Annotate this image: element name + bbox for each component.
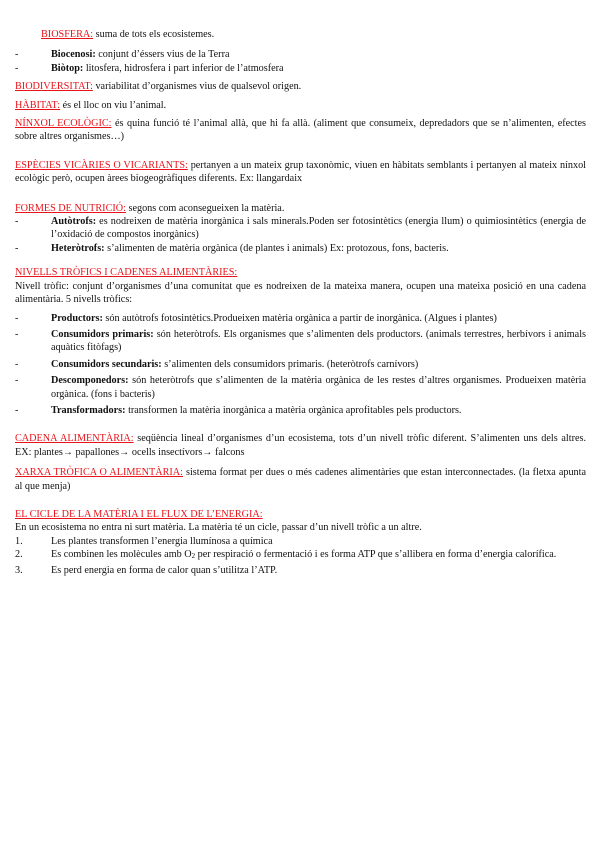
nivells-intro: Nivell tròfic: conjunt d’organismes d’una comunitat que es nodreixen de la mateixa manera, ocupen una mateixa posició en una cadena alimentària. 5 nivells tròfics:: [15, 280, 586, 306]
cicle-step-1: [15, 535, 586, 548]
biosfera-text: suma de tots els ecosistemes.: [93, 29, 215, 40]
list-marker: -: [15, 312, 19, 324]
transformadors-text: transformen la matèria inorgànica a matèria orgànica aprofitables pels productors.: [125, 404, 462, 416]
consumidors-primaris-term: Consumidors primaris:: [51, 328, 154, 340]
ninxol-text: és quina funció té l’animal allà, que hi fa allà. (aliment que consumeix, depredadors que se n’alimenten, efectes sobre altres organismes…): [15, 118, 586, 143]
heterotrofs-item: [15, 242, 586, 255]
list-marker: -: [15, 404, 19, 416]
cadena-text: seqüència lineal d’organismes d’un ecosistema, tots d’un nivell tròfic diferent. S’alimenten uns dels altres. EX: plantes→ papallones→ ocells insectívors→ falcons: [15, 433, 587, 458]
habitat-term: HÀBITAT:: [15, 99, 61, 111]
transformadors-item: [15, 404, 586, 417]
biocenosi-term: Biocenosi:: [51, 49, 96, 61]
xarxa-term: XARXA TRÒFICA O ALIMENTÀRIA:: [15, 467, 183, 479]
biosfera-term: BIOSFERA:: [41, 29, 94, 40]
consumidors-primaris-text: són heteròtrofs. Els organismes que s’alimenten dels productors. (animals terrestres, herbívors i animals aquàtics fitòfags): [51, 328, 586, 354]
especies-definition: [15, 159, 586, 186]
descomponedors-text: són heteròtrofs que s’alimenten de la matèria orgànica de les restes d’altres organismes. Produeixen matèria orgànica. (fons i bacteris): [51, 375, 586, 400]
consumidors-secundaris-item: [15, 358, 586, 371]
habitat-definition: [15, 99, 586, 112]
habitat-text: és el lloc on viu l’animal.: [60, 99, 167, 111]
biocenosi-item: [15, 48, 586, 61]
productors-text: són autòtrofs fotosintètics.Produeixen matèria orgànica a partir de inorgànica. (Algues i plantes): [102, 312, 497, 324]
step-text: Les plantes transformen l’energia llumínosa a química: [51, 535, 273, 547]
xarxa-definition: [15, 466, 586, 493]
biodiversitat-term: BIODIVERSITAT:: [15, 81, 93, 93]
biotop-item: [15, 62, 586, 75]
especies-term: ESPÈCIES VICÀRIES O VICARIANTS:: [15, 159, 188, 171]
autotrofs-term: Autòtrofs:: [51, 216, 97, 228]
list-marker: -: [15, 358, 19, 370]
formes-text: segons com aconsegueixen la matèria.: [125, 202, 285, 214]
consumidors-secundaris-text: s’alimenten dels consumidors primaris. (heteròtrofs carnívors): [161, 358, 419, 370]
step-text-continued: per respiració o fermentació i es forma ATP que s’allibera en forma d’energia calorífica.: [195, 549, 557, 561]
nivells-term: NIVELLS TRÒFICS I CADENES ALIMENTÀRIES:: [15, 267, 238, 279]
step-number: 2.: [15, 549, 23, 561]
list-marker: -: [15, 62, 19, 74]
especies-text: pertanyen a un mateix grup taxonòmic, viuen en hàbitats semblants i pertanyen al mateix nínxol ecològic però, ocupen àrees biogeogràfiques diferents. Ex: llangardaix: [15, 159, 587, 185]
oxygen-subscript: 2: [191, 552, 196, 561]
descomponedors-item: [15, 374, 586, 401]
cadena-definition: [15, 432, 586, 459]
transformadors-term: Transformadors:: [51, 404, 126, 416]
list-marker: -: [15, 216, 19, 228]
autotrofs-text: es nodreixen de matèria inorgànica i sals minerals.Poden ser fotosintètics (energia llum) o quimiosintètics (energia de l’oxidació de compostos inorgànics): [51, 216, 586, 241]
heterotrofs-text: s’alimenten de matèria orgànica (de plantes i animals) Ex: protozous, fons, bacteris.: [104, 242, 449, 254]
productors-term: Productors:: [51, 312, 103, 324]
formes-heading: [15, 202, 586, 215]
step-number: 3.: [15, 564, 23, 576]
consumidors-primaris-item: [15, 328, 586, 355]
descomponedors-term: Descomponedors:: [51, 375, 129, 387]
list-marker: -: [15, 375, 19, 387]
productors-item: [15, 312, 586, 325]
cicle-step-3: [15, 564, 586, 577]
biotop-term: Biòtop:: [51, 62, 84, 74]
formes-term: FORMES DE NUTRICIÓ:: [15, 202, 126, 214]
autotrofs-item: [15, 215, 586, 242]
step-text: Es combinen les molècules amb O: [51, 549, 192, 561]
list-marker: -: [15, 328, 19, 340]
biosfera-definition: [15, 28, 586, 41]
consumidors-secundaris-term: Consumidors secundaris:: [51, 358, 162, 370]
ninxol-term: NÍNXOL ECOLÒGIC:: [15, 118, 112, 130]
nivells-heading: [15, 266, 586, 279]
ninxol-definition: [15, 117, 586, 144]
step-number: 1.: [15, 535, 23, 547]
biodiversitat-text: variabilitat d’organismes vius de qualsevol origen.: [92, 81, 302, 93]
cadena-term: CADENA ALIMENTÀRIA:: [15, 433, 134, 445]
cicle-heading: [15, 508, 586, 521]
cicle-term: EL CICLE DE LA MATÈRIA I EL FLUX DE L’ENERGIA:: [15, 508, 263, 520]
list-marker: -: [15, 49, 19, 61]
biodiversitat-definition: [15, 80, 586, 93]
biocenosi-text: conjunt d’éssers vius de la Terra: [95, 49, 230, 61]
document-body: [15, 28, 586, 577]
heterotrofs-term: Heteròtrofs:: [51, 242, 105, 254]
xarxa-text: sistema format per dues o més cadenes alimentàries que estan interconnectades. (la fletxa apunta al que menja): [15, 467, 586, 492]
biotop-text: litosfera, hidrosfera i part inferior de l’atmosfera: [83, 62, 284, 74]
list-marker: -: [15, 242, 19, 254]
cicle-intro: En un ecosistema no entra ni surt matèria. La matèria té un cicle, passar d’un nivell tròfic a un altre.: [15, 522, 422, 534]
step-text: Es perd energia en forma de calor quan s’utilitza l’ATP.: [51, 564, 278, 576]
cicle-step-2: [15, 548, 586, 563]
